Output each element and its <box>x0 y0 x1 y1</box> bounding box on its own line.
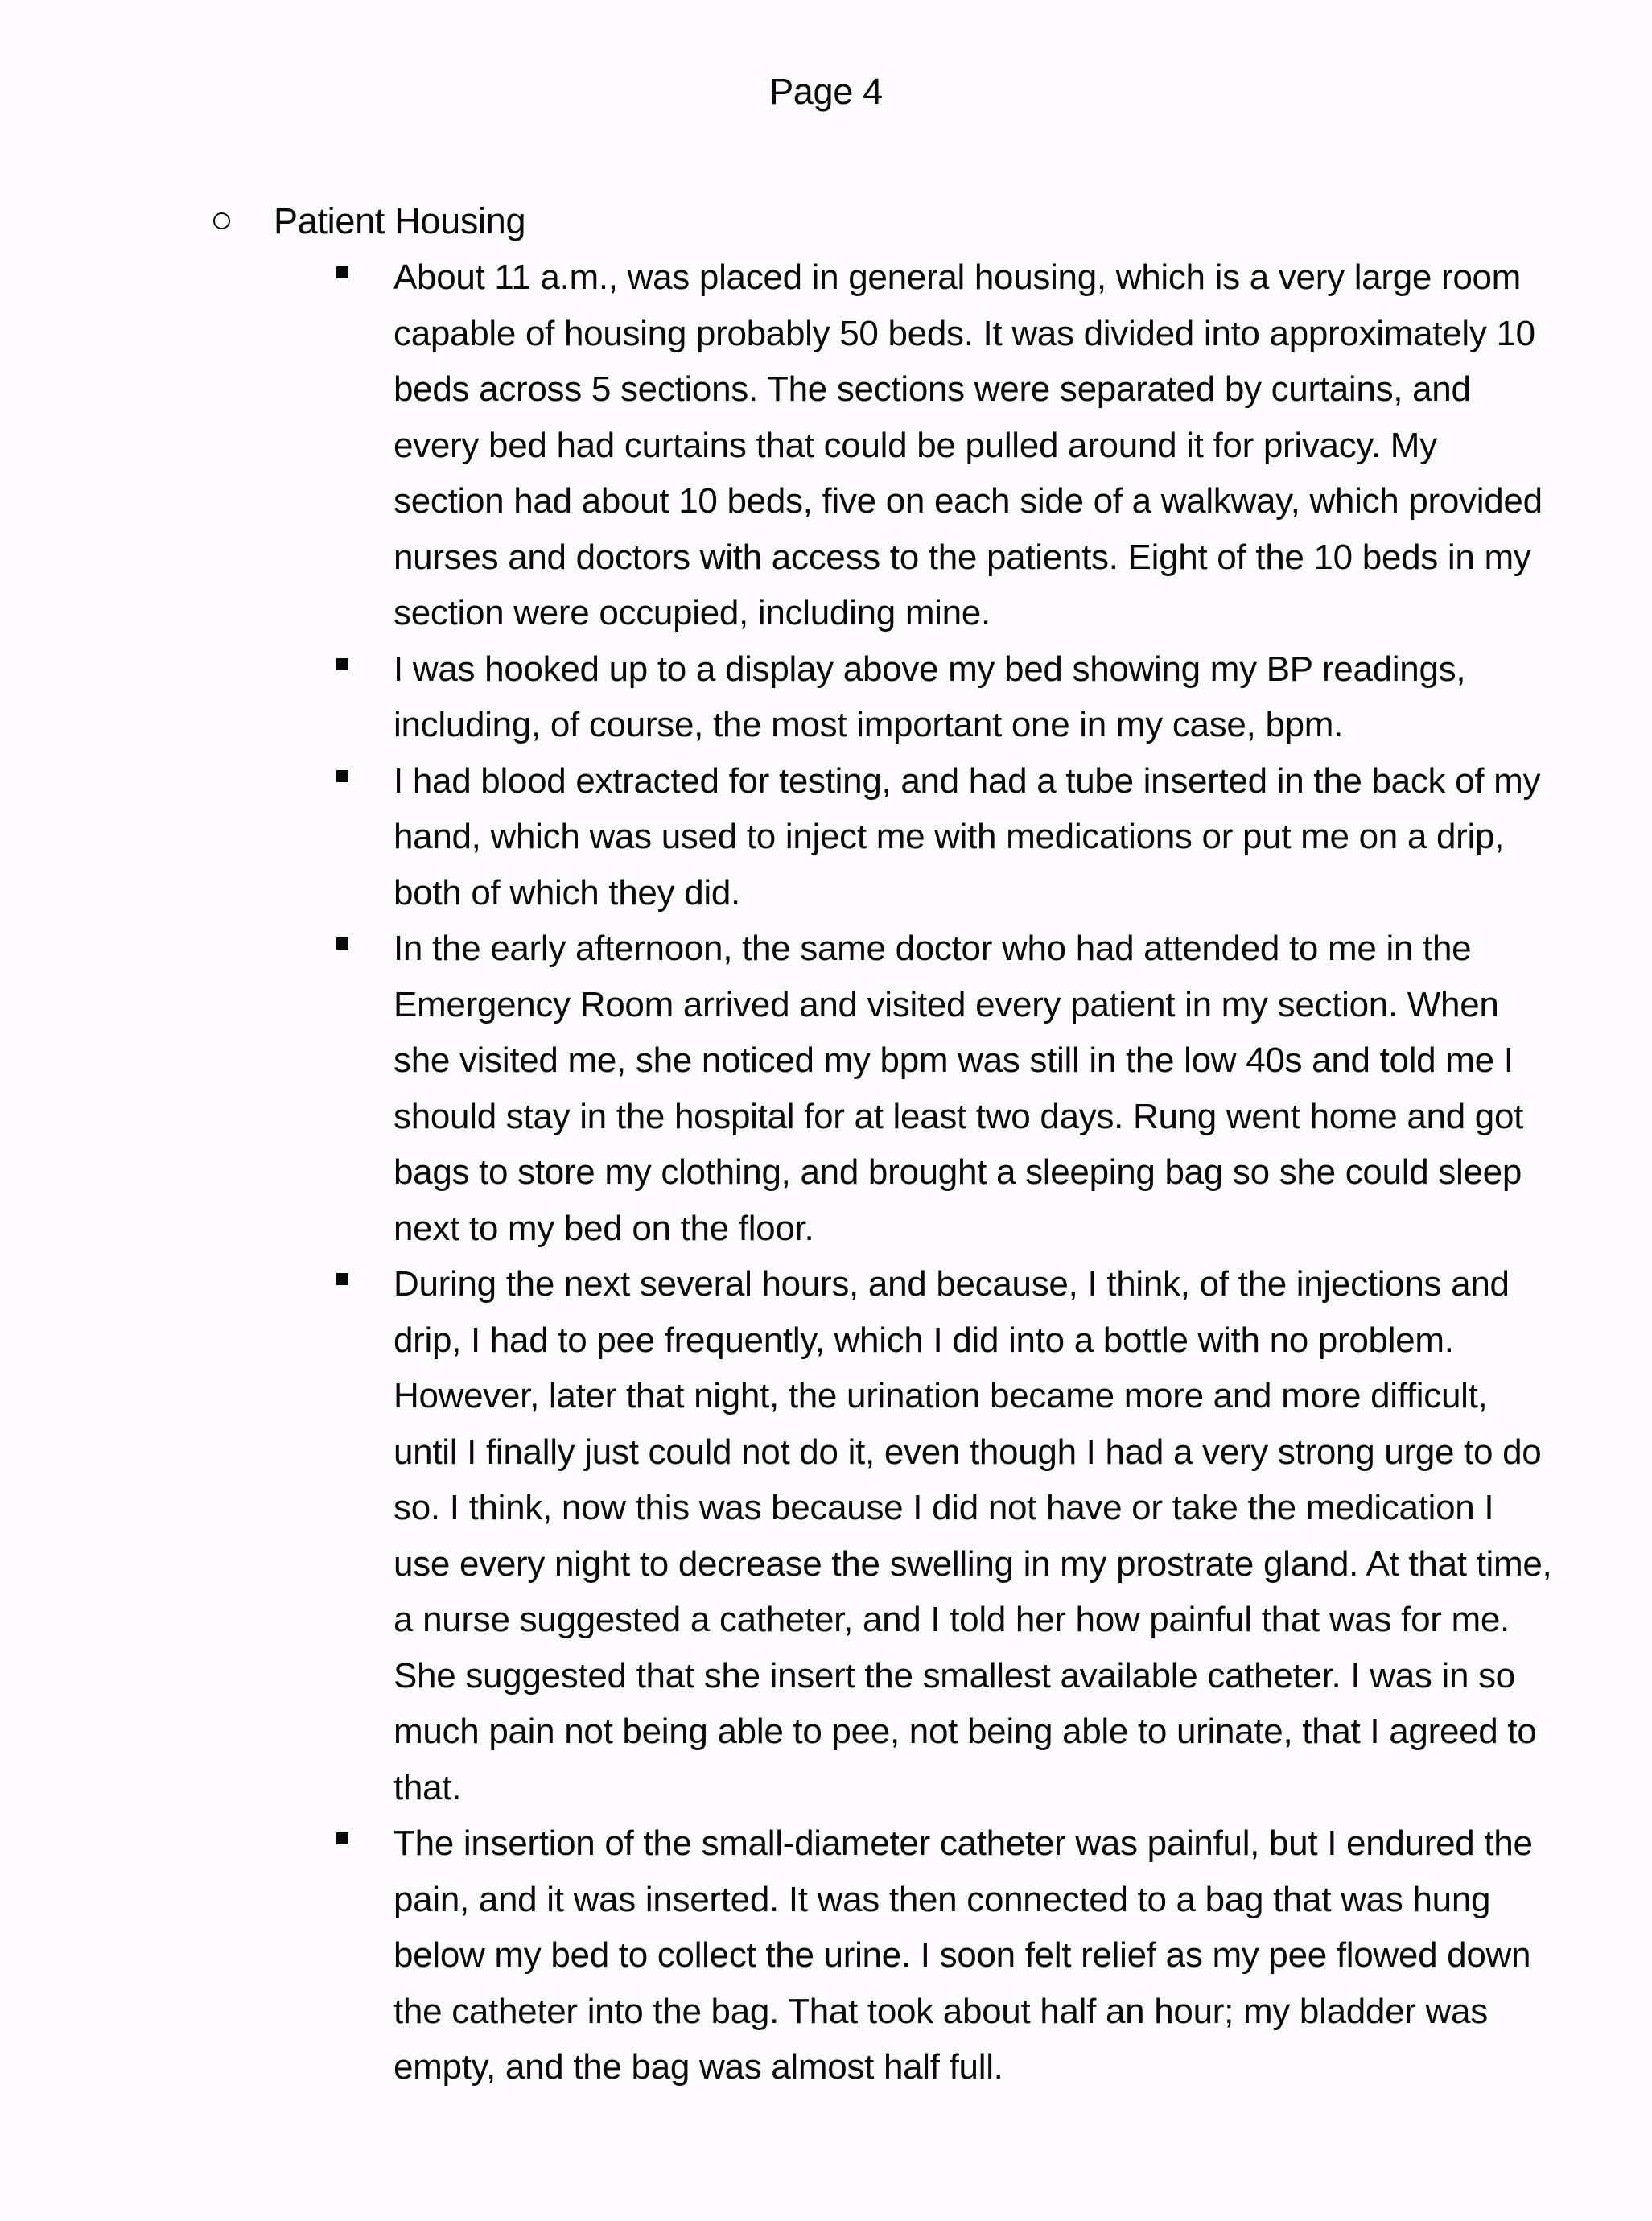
list-item <box>336 753 1652 921</box>
sub-bullet-list <box>0 249 1652 2095</box>
list-item <box>336 1815 1652 2095</box>
list-item-patient-housing <box>0 193 1652 249</box>
square-bullet-icon <box>336 658 348 670</box>
section-title: Patient Housing <box>274 200 526 241</box>
bullet-text: I was hooked up to a display above my bed showing my BP readings, including, of course, the most important one in my case, bpm. <box>393 649 1466 744</box>
list-item <box>336 921 1652 1256</box>
square-bullet-icon <box>336 1273 348 1285</box>
circle-bullet-icon <box>213 212 230 229</box>
bullet-text: In the early afternoon, the same doctor who had attended to me in the Emergency Room arrived and visited every patient in my section. When she visited me, she noticed my bpm was still in the low 40s and told me I should stay in the hospital for at least two days. Rung went home and got bags to store my clothing, and brought a sleeping bag so she could sleep next to my bed on the floor. <box>393 929 1524 1248</box>
bullet-text: During the next several hours, and because, I think, of the injections and drip, I had to pee frequently, which I did into a bottle with no problem. However, later that night, the urination became more and more difficult, until I finally just could not do it, even though I had a very strong urge to do so. I think, now this was because I did not have or take the medication I use every night to decrease the swelling in my prostrate gland. At that time, a nurse suggested a catheter, and I told her how painful that was for me. She suggested that she insert the smallest available catheter. I was in so much pain not being able to pee, not being able to urinate, that I agreed to that. <box>393 1264 1552 1807</box>
page-number-header: Page 4 <box>769 71 883 112</box>
bullet-text: About 11 a.m., was placed in general housing, which is a very large room capable of housing probably 50 beds. It was divided into approximately 10 beds across 5 sections. The sections were separated by curtains, and every bed had curtains that could be pulled around it for privacy. My section had about 10 beds, five on each side of a walkway, which provided nurses and doctors with access to the patients. Eight of the 10 beds in my section were occupied, including mine. <box>393 258 1543 633</box>
list-item <box>336 641 1652 753</box>
bullet-text: The insertion of the small-diameter catheter was painful, but I endured the pain, and it was inserted. It was then connected to a bag that was hung below my bed to collect the urine. I soon felt relief as my pee flowed down the catheter into the bag. That took about half an hour; my bladder was empty, and the bag was almost half full. <box>393 1823 1533 2087</box>
square-bullet-icon <box>336 770 348 782</box>
square-bullet-icon <box>336 1832 348 1844</box>
square-bullet-icon <box>336 937 348 950</box>
list-item <box>336 1256 1652 1815</box>
square-bullet-icon <box>336 266 348 278</box>
bullet-text: I had blood extracted for testing, and had a tube inserted in the back of my hand, which was used to inject me with medications or put me on a drip, both of which they did. <box>393 760 1541 913</box>
list-item <box>336 249 1652 641</box>
